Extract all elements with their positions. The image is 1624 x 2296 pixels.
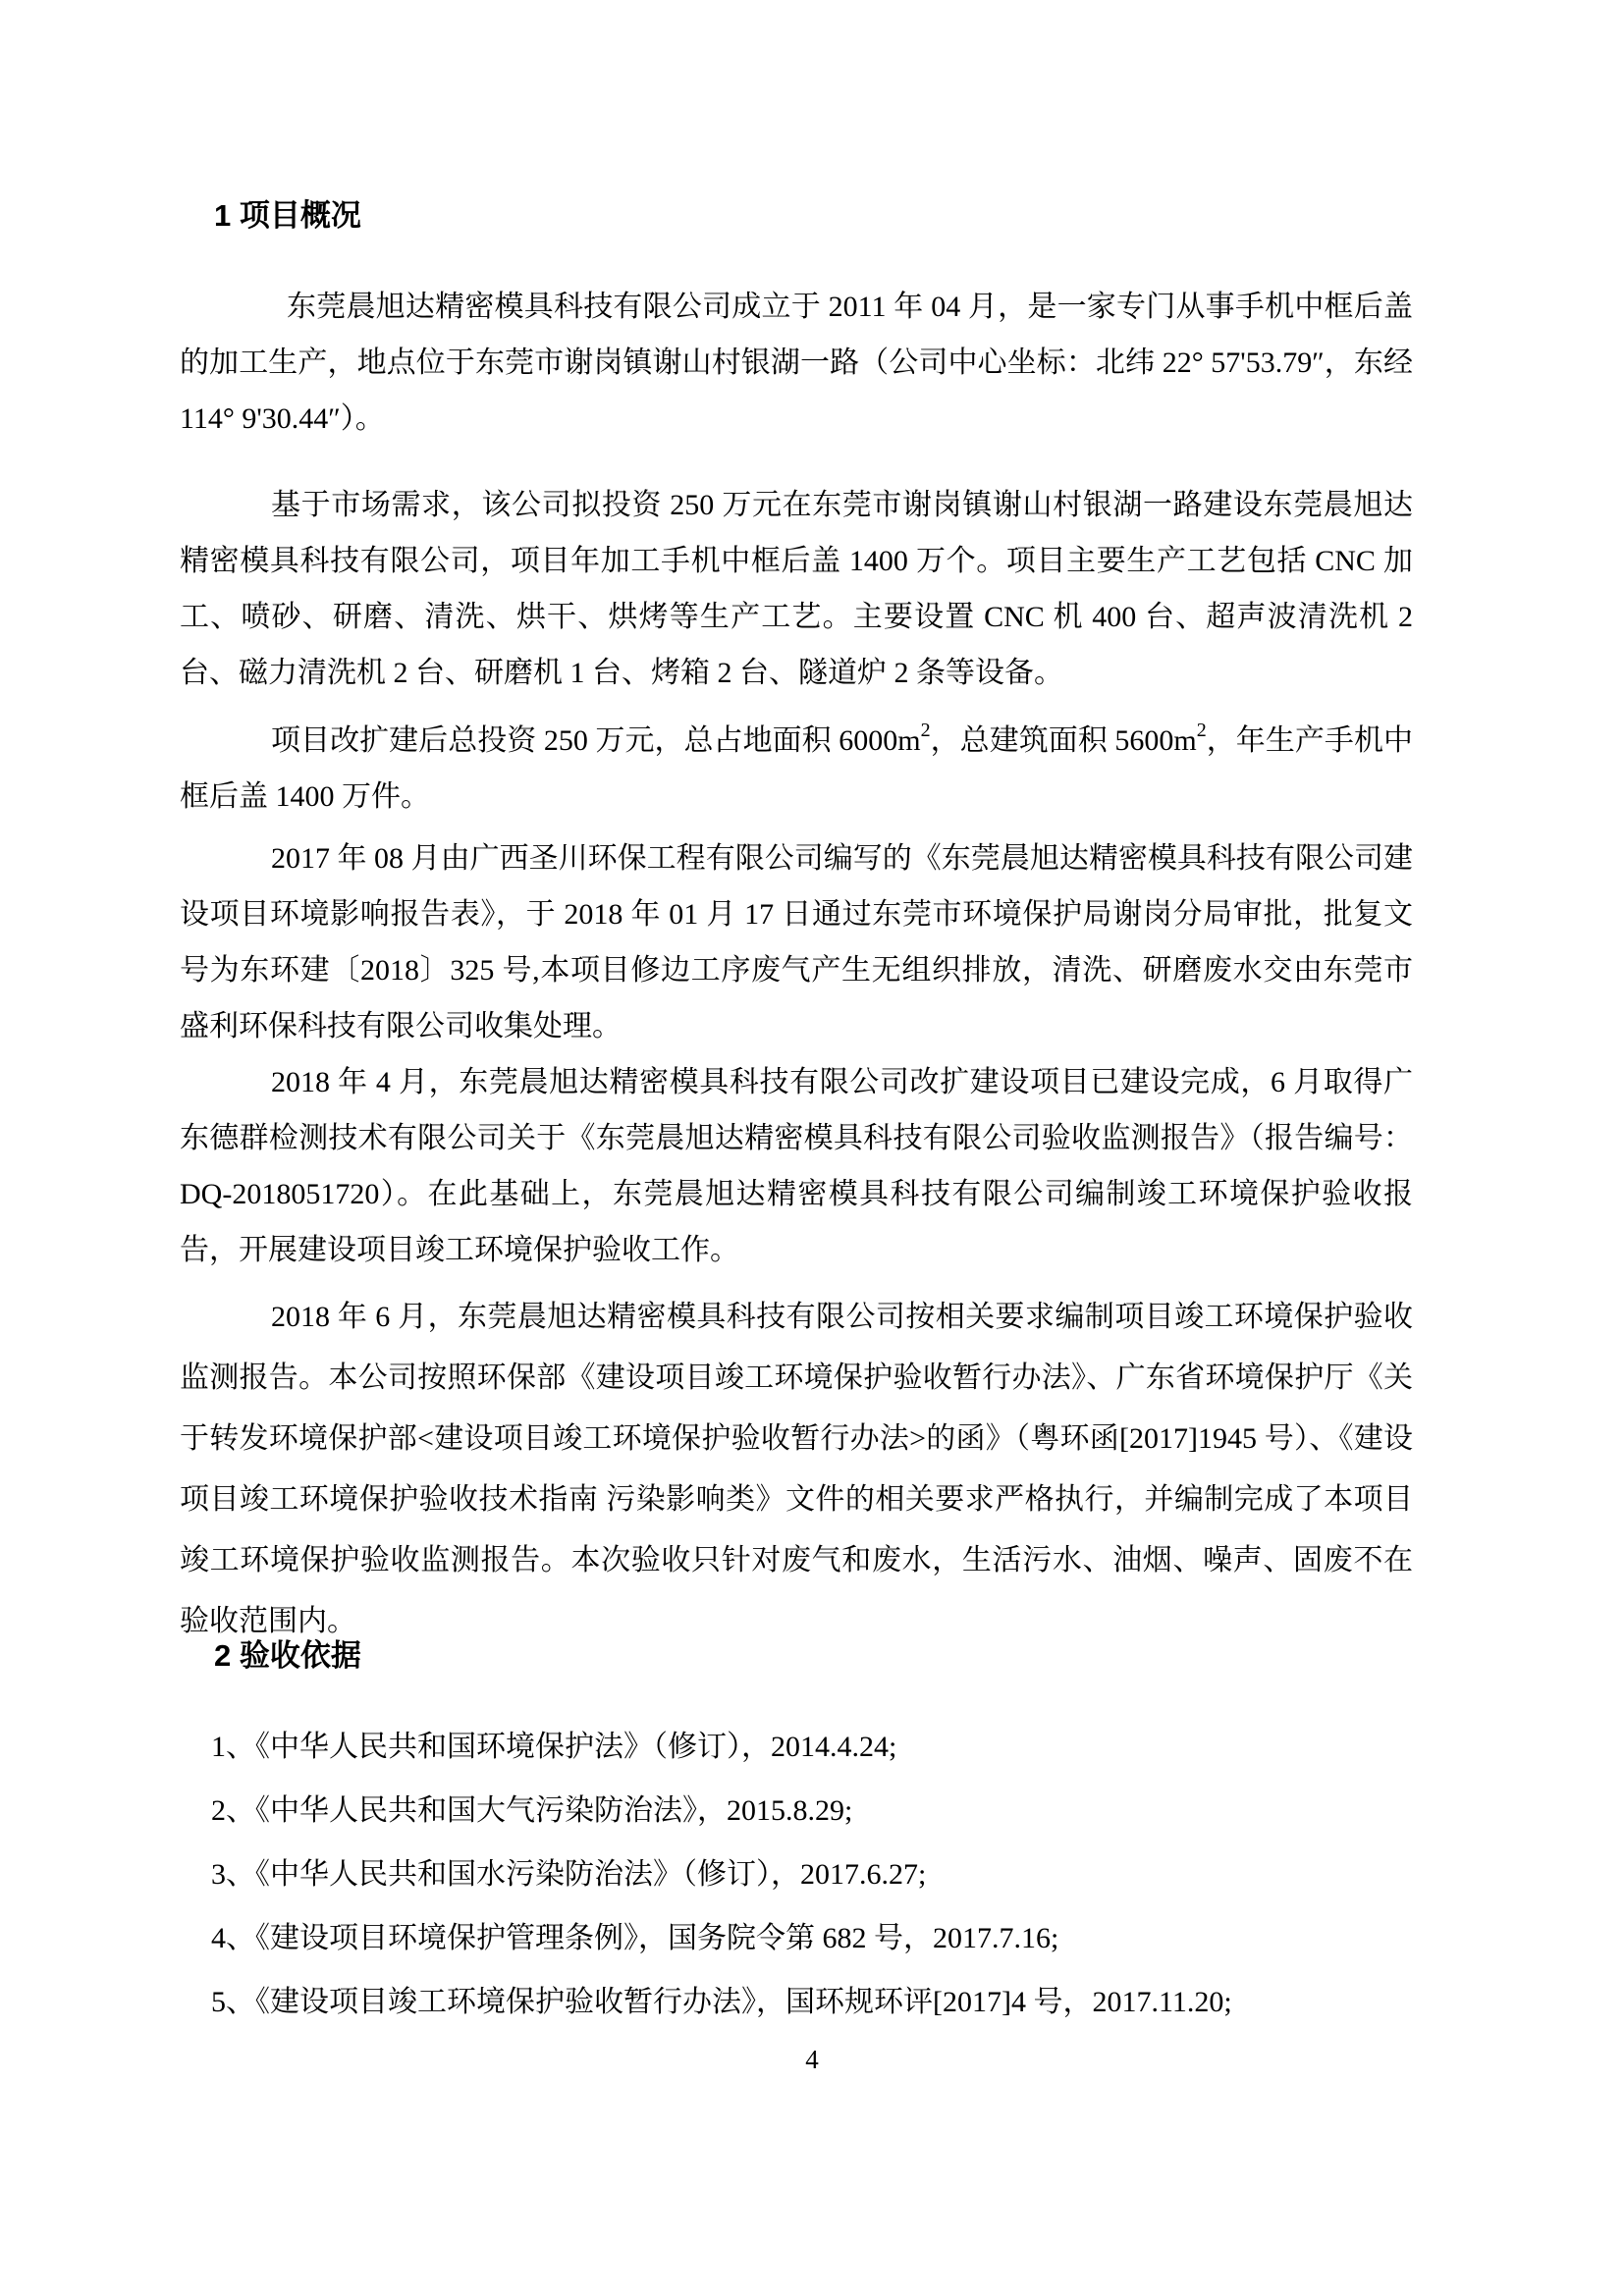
section-1-heading: 1 项目概况: [214, 198, 361, 233]
text-segment: ，年生产手机中框后盖 1400 万件。: [180, 724, 1413, 813]
text-segment: ，总建筑面积 5600m: [930, 724, 1197, 757]
superscript: 2: [920, 720, 931, 741]
para-eia-approval: 2017 年 08 月由广西圣川环保工程有限公司编写的《东莞晨旭达精密模具科技有限公司建设项目环境影响报告表》，于 2018 年 01 月 17 日通过东莞市环境保护局谢岗分局审批，批复文号为东环建〔2018〕325 号,本项目修边工序废气产生无组织排放，清洗、研磨废水交由东莞市盛利环保科技有限公司收集处理。: [180, 842, 1413, 1042]
reference-list: [180, 1719, 1413, 2038]
section-2-heading: 2 验收依据: [214, 1638, 361, 1673]
para-project-scale: [180, 713, 1413, 825]
para-project-investment: 基于市场需求，该公司拟投资 250 万元在东莞市谢岗镇谢山村银湖一路建设东莞晨旭达精密模具科技有限公司，项目年加工手机中框后盖 1400 万个。项目主要生产工艺包括 CNC 加工、喷砂、研磨、清洗、烘干、烘烤等生产工艺。主要设置 CNC 机 400 台、超声波清洗机 2 台、磁力清洗机 2 台、研磨机 1 台、烤箱 2 台、隧道炉 2 条等设备。: [180, 489, 1413, 689]
para-completion-report: 2018 年 4 月，东莞晨旭达精密模具科技有限公司改扩建设项目已建设完成，6 月取得广东德群检测技术有限公司关于《东莞晨旭达精密模具科技有限公司验收监测报告》（报告编号：DQ-2018051720）。在此基础上，东莞晨旭达精密模具科技有限公司编制竣工环境保护验收报告，开展建设项目竣工环境保护验收工作。: [180, 1066, 1413, 1266]
text-segment: 项目改扩建后总投资 250 万元，总占地面积 6000m: [271, 724, 921, 757]
list-item-2: 2、《中华人民共和国大气污染防治法》，2015.8.29;: [211, 1794, 853, 1827]
superscript: 2: [1196, 720, 1207, 741]
list-item-3: 3、《中华人民共和国水污染防治法》（修订），2017.6.27;: [211, 1858, 927, 1891]
para-company-intro: 东莞晨旭达精密模具科技有限公司成立于 2011 年 04 月，是一家专门从事手机中框后盖的加工生产，地点位于东莞市谢岗镇谢山村银湖一路（公司中心坐标：北纬 22° 57'53.79″，东经 114° 9'30.44″）。: [180, 291, 1413, 435]
list-item-1: 1、《中华人民共和国环境保护法》（修订），2014.4.24;: [211, 1731, 897, 1763]
para-acceptance-scope: 2018 年 6 月，东莞晨旭达精密模具科技有限公司按相关要求编制项目竣工环境保护验收监测报告。本公司按照环保部《建设项目竣工环境保护验收暂行办法》、广东省环境保护厅《关于转发环境保护部<建设项目竣工环境保护验收暂行办法>的函》（粤环函[2017]1945 号）、《建设项目竣工环境保护验收技术指南 污染影响类》文件的相关要求严格执行，并编制完成了本项目竣工环境保护验收监测报告。本次验收只针对废气和废水，生活污水、油烟、噪声、固废不在验收范围内。: [180, 1301, 1413, 1637]
page-number: 4: [805, 2045, 819, 2074]
list-item-4: 4、《建设项目环境保护管理条例》，国务院令第 682 号，2017.7.16;: [211, 1922, 1059, 1954]
list-item-5: 5、《建设项目竣工环境保护验收暂行办法》，国环规环评[2017]4 号，2017.11.20;: [211, 1986, 1232, 2018]
